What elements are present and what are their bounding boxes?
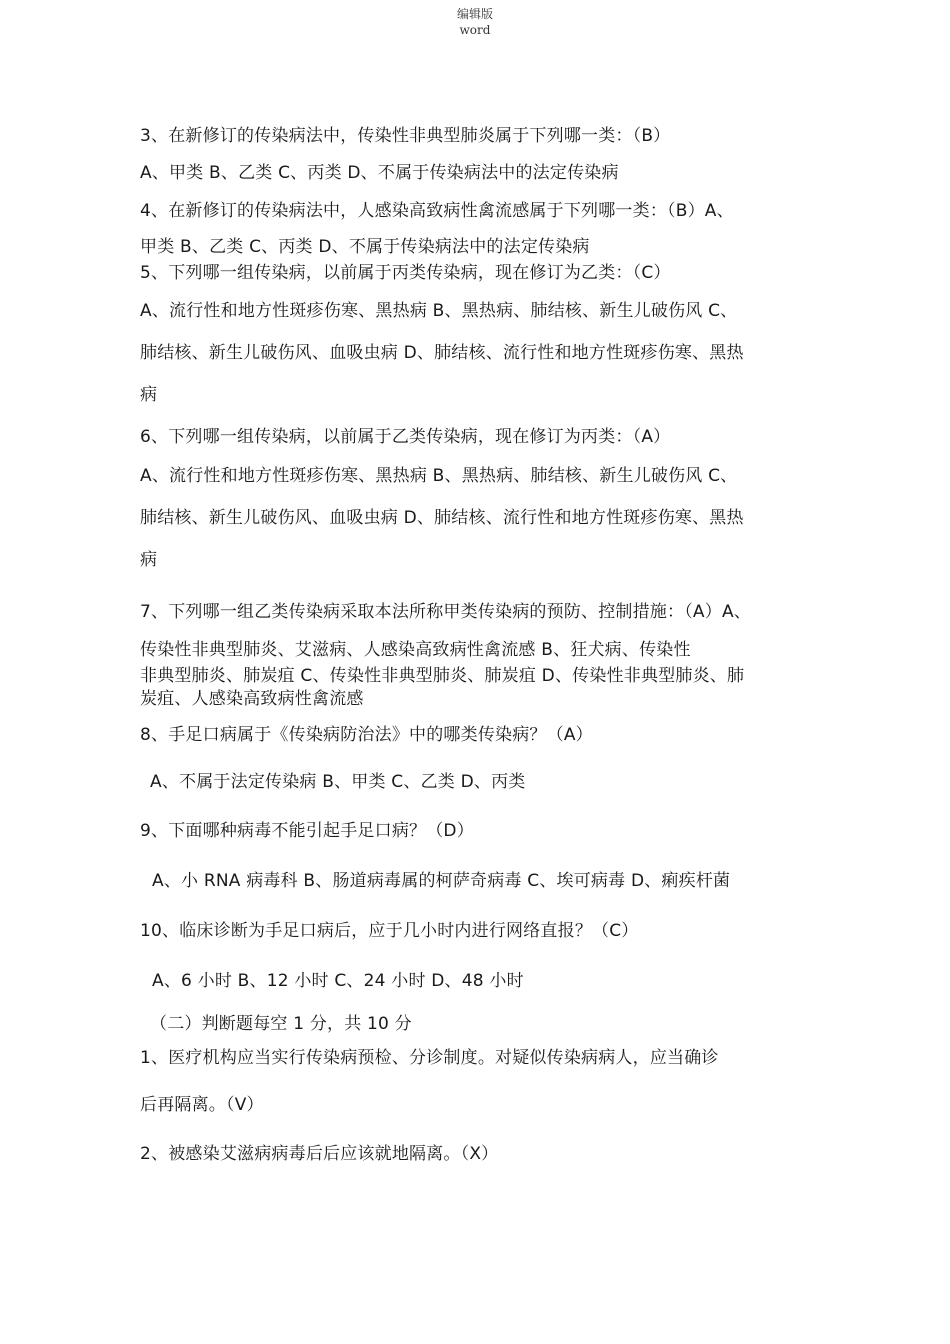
question-3-options: A、甲类 B、乙类 C、丙类 D、不属于传染病法中的法定传染病 bbox=[140, 163, 619, 183]
question-5: 5、下列哪一组传染病，以前属于丙类传染病，现在修订为乙类：（C） bbox=[140, 263, 671, 283]
question-6-options-line1: A、流行性和地方性斑疹伤寒、黑热病 B、黑热病、肺结核、新生儿破伤风 C、 bbox=[140, 466, 738, 486]
judgement-1-line2: 后再隔离。（V） bbox=[140, 1095, 264, 1115]
question-4: 4、在新修订的传染病法中，人感染高致病性禽流感属于下列哪一类：（B）A、 bbox=[140, 201, 734, 221]
question-5-options-line2: 肺结核、新生儿破伤风、血吸虫病 D、肺结核、流行性和地方性斑疹伤寒、黑热 bbox=[140, 343, 744, 363]
judgement-2: 2、被感染艾滋病病毒后后应该就地隔离。（X） bbox=[140, 1144, 499, 1164]
question-9-options: A、小 RNA 病毒科 B、肠道病毒属的柯萨奇病毒 C、埃可病毒 D、痢疾杆菌 bbox=[152, 871, 731, 891]
question-5-options-line3: 病 bbox=[140, 385, 158, 405]
question-9: 9、下面哪种病毒不能引起手足口病？（D） bbox=[140, 821, 474, 841]
question-6: 6、下列哪一组传染病，以前属于乙类传染病，现在修订为丙类：（A） bbox=[140, 427, 671, 447]
header-edition-label: 编辑版 bbox=[456, 7, 493, 21]
question-8-options: A、不属于法定传染病 B、甲类 C、乙类 D、丙类 bbox=[150, 772, 526, 792]
question-4-options: 甲类 B、乙类 C、丙类 D、不属于传染病法中的法定传染病 bbox=[140, 237, 590, 257]
question-7-options-line2: 非典型肺炎、肺炭疽 C、传染性非典型肺炎、肺炭疽 D、传染性非典型肺炎、肺 bbox=[140, 666, 745, 686]
header-word-label: word bbox=[459, 23, 491, 37]
question-8: 8、手足口病属于《传染病防治法》中的哪类传染病？（A） bbox=[140, 725, 593, 745]
judgement-1-line1: 1、医疗机构应当实行传染病预检、分诊制度。对疑似传染病病人，应当确诊 bbox=[140, 1048, 719, 1068]
question-3: 3、在新修订的传染病法中，传染性非典型肺炎属于下列哪一类：（B） bbox=[140, 126, 671, 146]
question-6-options-line2: 肺结核、新生儿破伤风、血吸虫病 D、肺结核、流行性和地方性斑疹伤寒、黑热 bbox=[140, 508, 744, 528]
question-7-options-line3: 炭疽、人感染高致病性禽流感 bbox=[140, 689, 364, 709]
question-6-options-line3: 病 bbox=[140, 550, 158, 570]
page-header bbox=[0, 6, 950, 38]
section-judgement-title: （二）判断题每空 1 分，共 10 分 bbox=[150, 1014, 412, 1034]
question-10: 10、临床诊断为手足口病后，应于几小时内进行网络直报？（C） bbox=[140, 921, 639, 941]
question-10-options: A、6 小时 B、12 小时 C、24 小时 D、48 小时 bbox=[152, 971, 524, 991]
question-5-options-line1: A、流行性和地方性斑疹伤寒、黑热病 B、黑热病、肺结核、新生儿破伤风 C、 bbox=[140, 301, 738, 321]
question-7: 7、下列哪一组乙类传染病采取本法所称甲类传染病的预防、控制措施：（A）A、 bbox=[140, 602, 751, 622]
question-7-options-line1: 传染性非典型肺炎、艾滋病、人感染高致病性禽流感 B、狂犬病、传染性 bbox=[140, 640, 691, 660]
